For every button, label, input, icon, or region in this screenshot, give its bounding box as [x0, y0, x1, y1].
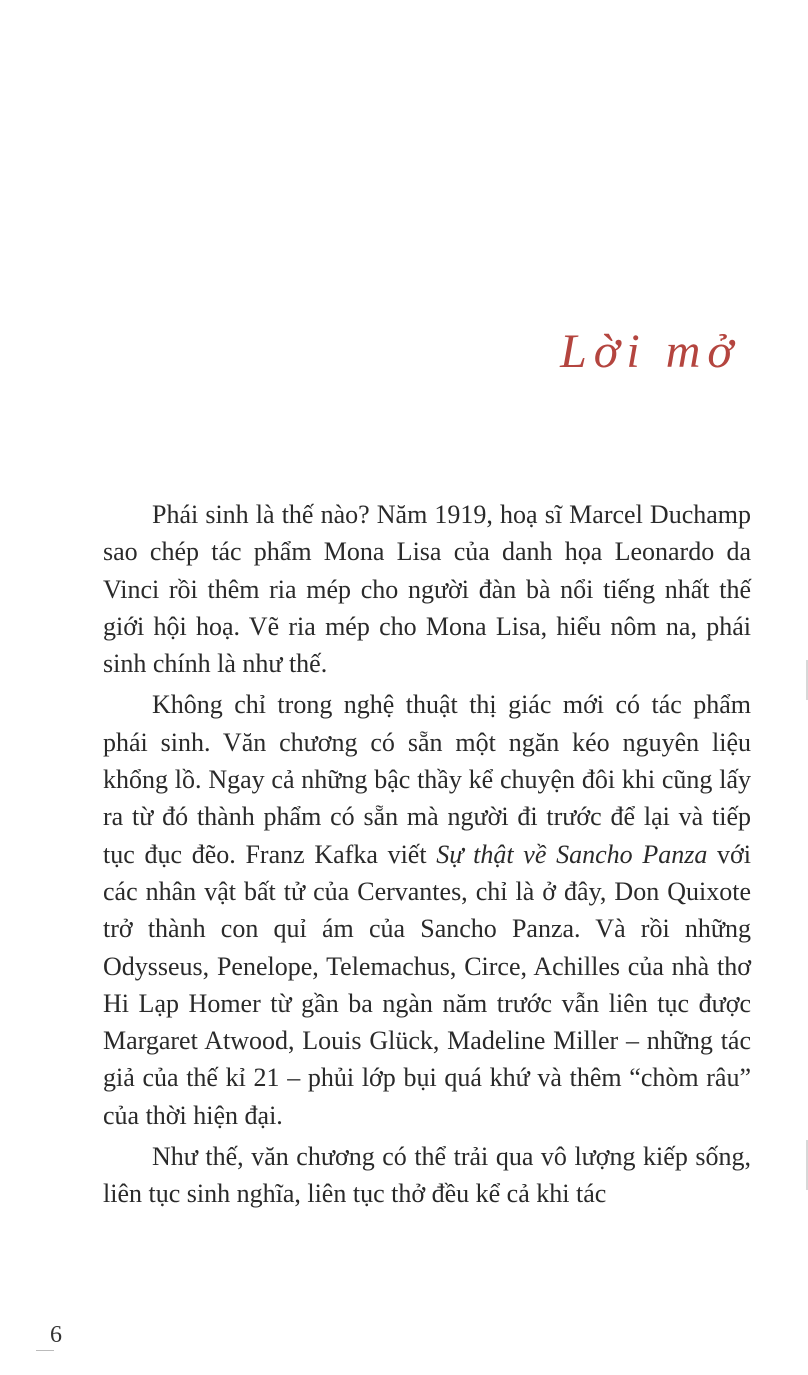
chapter-title: Lời mở: [560, 325, 740, 378]
paragraph-2: [103, 686, 751, 1134]
paragraph-3: Như thế, văn chương có thể trải qua vô lượng kiếp sống, liên tục sinh nghĩa, liên tục thở đều kể cả khi tác: [103, 1142, 751, 1209]
page-number: 6: [50, 1322, 62, 1348]
paragraph-2-before: Không chỉ trong nghệ thuật thị giác mới có tác phẩm phái sinh. Văn chương có sẵn một ngăn kéo nguyên liệu khổng lồ. Ngay cả những bậc thầy kể chuyện đôi khi cũng lấy ra từ đó thành phẩm có sẵn mà người đi trước để lại và tiếp tục đục đẽo. Franz Kafka viết: [103, 690, 751, 869]
book-title-italic: Sự thật về Sancho Panza: [436, 839, 708, 869]
body-text: [103, 496, 751, 1217]
paragraph-1: Phái sinh là thế nào? Năm 1919, hoạ sĩ Marcel Duchamp sao chép tác phẩm Mona Lisa của danh họa Leonardo da Vinci rồi thêm ria mép cho người đàn bà nổi tiếng nhất thế giới hội hoạ. Vẽ ria mép cho Mona Lisa, hiểu nôm na, phái sinh chính là như thế.: [103, 500, 751, 679]
paragraph-2-after: với các nhân vật bất tử của Cervantes, chỉ là ở đây, Don Quixote trở thành con quỉ ám của Sancho Panza. Và rồi những Odysseus, Penelope, Telemachus, Circe, Achilles của nhà thơ Hi Lạp Homer từ gần ba ngàn năm trước vẫn liên tục được Margaret Atwood, Louis Glück, Madeline Miller – những tác giả của thế kỉ 21 – phủi lớp bụi quá khứ và thêm “chòm râu” của thời hiện đại.: [103, 839, 752, 1130]
page-number-rule: [36, 1350, 54, 1351]
